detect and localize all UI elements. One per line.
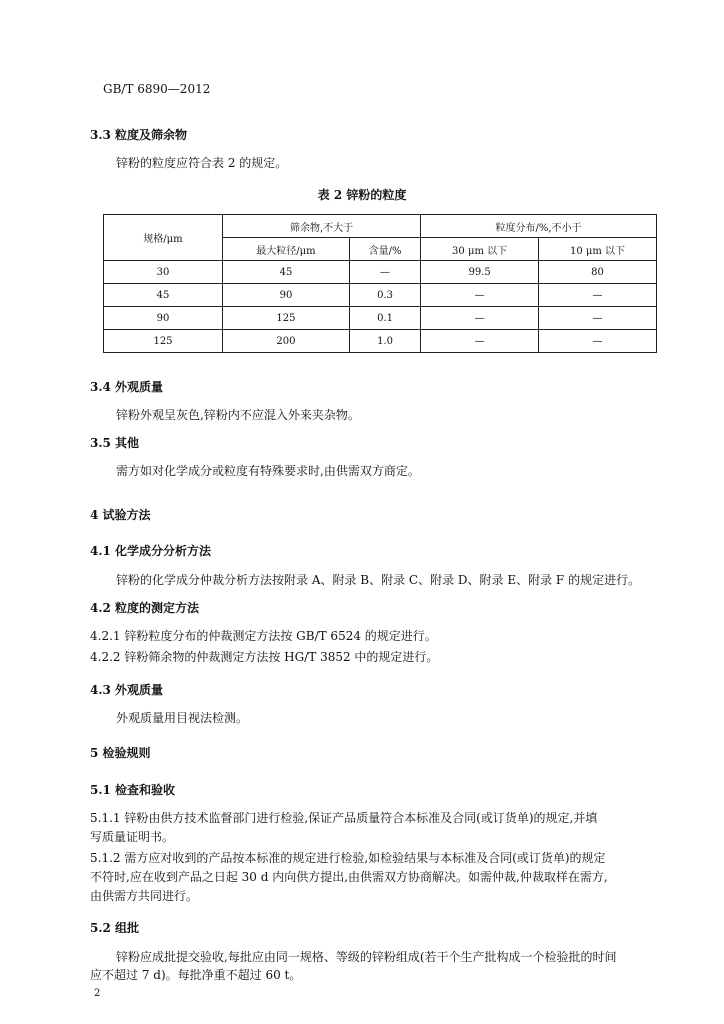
section-3-5-text: 需方如对化学成分或粒度有特殊要求时,由供需双方商定。 bbox=[116, 464, 420, 478]
table-row bbox=[104, 307, 657, 330]
table-row bbox=[104, 330, 657, 353]
header-below-30: 30 μm 以下 bbox=[421, 238, 539, 261]
cell: 99.5 bbox=[421, 261, 539, 284]
cell: — bbox=[539, 307, 657, 330]
section-5-2-line1: 锌粉应成批提交验收,每批应由同一规格、等级的锌粉组成(若干个生产批构成一个检验批的时间 bbox=[116, 950, 617, 964]
cell: 200 bbox=[223, 330, 350, 353]
section-3-4-title: 3.4 外观质量 bbox=[90, 380, 164, 394]
section-3-5-title: 3.5 其他 bbox=[90, 436, 140, 450]
table-caption: 表 2 锌粉的粒度 bbox=[317, 188, 407, 202]
header-max-size: 最大粒径/μm bbox=[223, 238, 350, 261]
cell: 45 bbox=[223, 261, 350, 284]
cell: 90 bbox=[104, 307, 223, 330]
header-distribution: 粒度分布/%,不小于 bbox=[421, 215, 657, 238]
section-5-1-2-line1: 5.1.2 需方应对收到的产品按本标准的规定进行检验,如检验结果与本标准及合同(或订货单)的规定 bbox=[90, 851, 606, 865]
cell: 125 bbox=[104, 330, 223, 353]
page-number: 2 bbox=[94, 988, 101, 999]
header-spec: 规格/μm bbox=[104, 215, 223, 261]
cell: — bbox=[539, 284, 657, 307]
cell: 0.1 bbox=[349, 307, 420, 330]
section-4-2-title: 4.2 粒度的测定方法 bbox=[90, 601, 200, 615]
cell: 1.0 bbox=[349, 330, 420, 353]
section-3-4-text: 锌粉外观呈灰色,锌粉内不应混入外来夹杂物。 bbox=[116, 408, 360, 422]
cell: — bbox=[349, 261, 420, 284]
header-below-10: 10 μm 以下 bbox=[539, 238, 657, 261]
section-4-1-title: 4.1 化学成分分析方法 bbox=[90, 544, 212, 558]
cell: — bbox=[421, 307, 539, 330]
section-3-3-text: 锌粉的粒度应符合表 2 的规定。 bbox=[116, 156, 288, 170]
standard-header: GB/T 6890—2012 bbox=[103, 82, 211, 96]
section-4-2-2: 4.2.2 锌粉筛余物的仲裁测定方法按 HG/T 3852 中的规定进行。 bbox=[90, 650, 439, 664]
cell: 125 bbox=[223, 307, 350, 330]
section-4-title: 4 试验方法 bbox=[90, 508, 151, 522]
section-5-2-line2: 应不超过 7 d)。每批净重不超过 60 t。 bbox=[90, 968, 302, 982]
cell: — bbox=[539, 330, 657, 353]
section-5-1-1-line2: 写质量证明书。 bbox=[90, 830, 175, 844]
section-4-3-text: 外观质量用目视法检测。 bbox=[116, 711, 249, 725]
header-sieve: 筛余物,不大于 bbox=[223, 215, 421, 238]
section-4-2-1: 4.2.1 锌粉粒度分布的仲裁测定方法按 GB/T 6524 的规定进行。 bbox=[90, 629, 437, 643]
cell: 0.3 bbox=[349, 284, 420, 307]
section-5-1-title: 5.1 检查和验收 bbox=[90, 783, 176, 797]
cell: 30 bbox=[104, 261, 223, 284]
section-3-3-title: 3.3 粒度及筛余物 bbox=[90, 128, 188, 142]
section-5-title: 5 检验规则 bbox=[90, 746, 151, 760]
section-5-2-title: 5.2 组批 bbox=[90, 921, 140, 935]
cell: 80 bbox=[539, 261, 657, 284]
section-5-1-2-line2: 不符时,应在收到产品之日起 30 d 内向供方提出,由供需双方协商解决。如需仲裁,仲裁取样在需方, bbox=[90, 870, 608, 884]
particle-size-table bbox=[103, 214, 657, 353]
cell: 90 bbox=[223, 284, 350, 307]
cell: — bbox=[421, 330, 539, 353]
cell: — bbox=[421, 284, 539, 307]
table-row bbox=[104, 284, 657, 307]
section-5-1-2-line3: 由供需方共同进行。 bbox=[90, 889, 199, 903]
header-content: 含量/% bbox=[349, 238, 420, 261]
section-4-1-text: 锌粉的化学成分仲裁分析方法按附录 A、附录 B、附录 C、附录 D、附录 E、附录 F 的规定进行。 bbox=[116, 573, 641, 587]
section-5-1-1-line1: 5.1.1 锌粉由供方技术监督部门进行检验,保证产品质量符合本标准及合同(或订货单)的规定,并填 bbox=[90, 811, 598, 825]
section-4-3-title: 4.3 外观质量 bbox=[90, 683, 164, 697]
cell: 45 bbox=[104, 284, 223, 307]
table-row bbox=[104, 261, 657, 284]
